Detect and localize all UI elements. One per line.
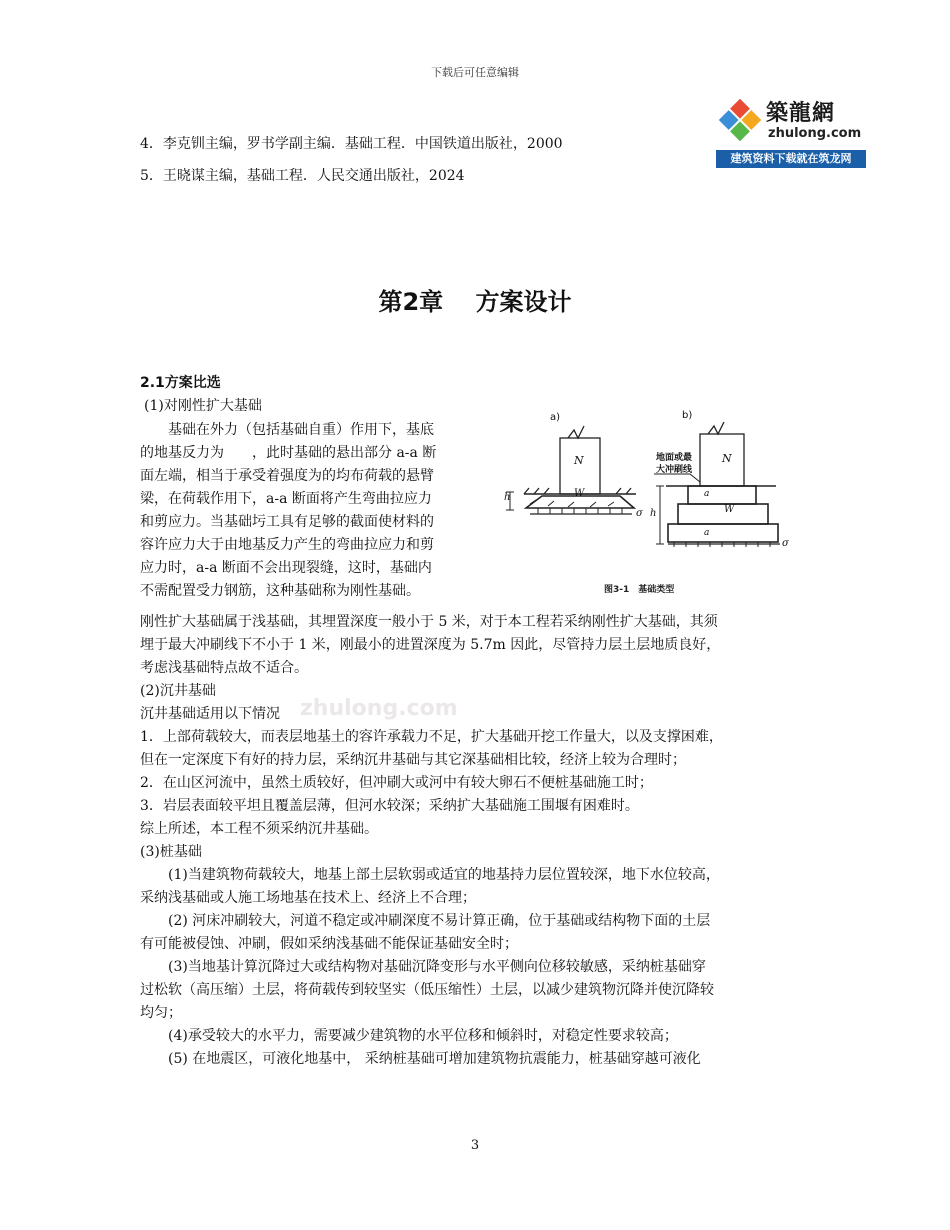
text-line: 和剪应力。当基础圬工具有足够的截面使材料的 — [140, 514, 434, 530]
text-line: 1．上部荷载较大，而表层地基土的容许承载力不足，扩大基础开挖工作量大，以及支撑困难， — [140, 729, 723, 745]
text-line: 不需配置受力钢筋，这种基础称为刚性基础。 — [140, 583, 420, 599]
text-line: (3)桩基础 — [140, 844, 202, 860]
reference-item: 5．王晓谋主编，基础工程．人民交通出版社，2024 — [140, 168, 465, 184]
logo-slogan: 建筑资料下载就在筑龙网 — [716, 150, 866, 168]
text-line: (4)承受较大的水平力，需要减少建筑物的水平位移和倾斜时，对稳定性要求较高； — [140, 1028, 678, 1044]
figure-weight-w-b: W — [724, 504, 735, 515]
section-title: 2.1方案比选 — [140, 375, 221, 391]
subsection-heading: (1)对刚性扩大基础 — [144, 398, 262, 414]
text-line: 均匀； — [140, 1005, 182, 1021]
figure-load-n-a: N — [574, 454, 584, 467]
text-line: (2)沉井基础 — [140, 683, 216, 699]
text-line: 沉井基础适用以下情况 — [140, 706, 280, 722]
figure-caption: 图3-1 基础类型 — [604, 585, 675, 595]
logo-name: 築龍網 — [766, 100, 836, 126]
text-line: 埋于最大冲刷线下不小于 1 米，刚最小的进置深度为 5.7m 因此，尽管持力层土层地质良好， — [140, 637, 721, 653]
text-line: 考虑浅基础特点故不适合。 — [140, 660, 308, 676]
text-line: 2．在山区河流中，虽然土质较好，但冲刷大或河中有较大卵石不便桩基础施工时； — [140, 775, 653, 791]
figure-depth-h-a: h — [504, 492, 511, 503]
logo-url: zhulong.com — [768, 126, 862, 141]
chapter-title: 第2章 方案设计 — [378, 288, 572, 316]
foundation-type-figure — [504, 404, 804, 604]
text-line: 的地基反力为 ，此时基础的悬出部分 a-a 断 — [140, 445, 437, 461]
text-line: 梁，在荷载作用下，a-a 断面将产生弯曲拉应力 — [140, 491, 432, 507]
foundation-diagram — [504, 404, 804, 579]
text-line: (2) 河床冲刷较大，河道不稳定或冲刷深度不易计算正确，位于基础或结构物下面的土层 — [140, 913, 711, 929]
figure-weight-w-a: W — [574, 488, 585, 499]
text-line: 基础在外力（包括基础自重）作用下，基底 — [140, 422, 434, 438]
text-line: 面左端，相当于承受着强度为的均布荷载的悬臂 — [140, 468, 434, 484]
text-line: 3．岩层表面较平坦且覆盖层薄，但河水较深；采纳扩大基础施工围堰有困难时。 — [140, 798, 639, 814]
wrapped-paragraph — [140, 420, 436, 601]
figure-load-n-b: N — [722, 452, 732, 465]
text-line: 容许应力大于由地基反力产生的弯曲拉应力和剪 — [140, 537, 434, 553]
text-line: (1)当建筑物荷载较大，地基上部土层软弱或适宜的地基持力层位置较深，地下水位较高， — [140, 867, 720, 883]
figure-label-a: a) — [550, 412, 561, 423]
figure-depth-h-b: h — [650, 508, 657, 519]
figure-label-b: b) — [682, 410, 693, 421]
text-line: 刚性扩大基础属于浅基础，其埋置深度一般小于 5 米，对于本工程若采纳刚性扩大基础，其须 — [140, 614, 718, 630]
reference-item: 4．李克钏主编，罗书学副主编．基础工程．中国铁道出版社，2000 — [140, 136, 563, 152]
text-line: 应力时，a-a 断面不会出现裂缝，这时，基础内 — [140, 560, 432, 576]
watermark: zhulong.com — [300, 696, 458, 721]
figure-section-a: a — [704, 528, 710, 538]
text-line: 综上所述，本工程不须采纳沉井基础。 — [140, 821, 378, 837]
figure-stress-sigma-b: σ — [782, 538, 789, 549]
text-line: (3)当地基计算沉降过大或结构物对基础沉降变形与水平侧向位移较敏感，采纳桩基础穿 — [140, 959, 706, 975]
figure-scour-note: 大冲刷线 — [656, 465, 693, 475]
text-line: (5) 在地震区，可液化地基中， 采纳桩基础可增加建筑物抗震能力，桩基础穿越可液化 — [140, 1051, 701, 1067]
text-line: 采纳浅基础或人施工场地基在技术上、经济上不合理； — [140, 890, 476, 906]
text-line: 有可能被侵蚀、冲刷，假如采纳浅基础不能保证基础安全时； — [140, 936, 518, 952]
zhulong-logo-icon — [716, 92, 764, 150]
text-line: 过松软（高压缩）土层，将荷载传到较坚实（低压缩性）土层，以减少建筑物沉降并使沉降较 — [140, 982, 714, 998]
figure-section-a: a — [704, 489, 710, 499]
header-note: 下载后可任意编辑 — [431, 66, 519, 79]
text-line: 但在一定深度下有好的持力层，采纳沉井基础与其它深基础相比较，经济上较为合理时； — [140, 752, 686, 768]
page-number: 3 — [470, 1138, 480, 1153]
figure-stress-sigma-a: σ — [636, 508, 643, 519]
body-text — [140, 612, 723, 1069]
zhulong-logo — [716, 92, 866, 168]
figure-scour-note: 地面或最 — [656, 453, 693, 463]
